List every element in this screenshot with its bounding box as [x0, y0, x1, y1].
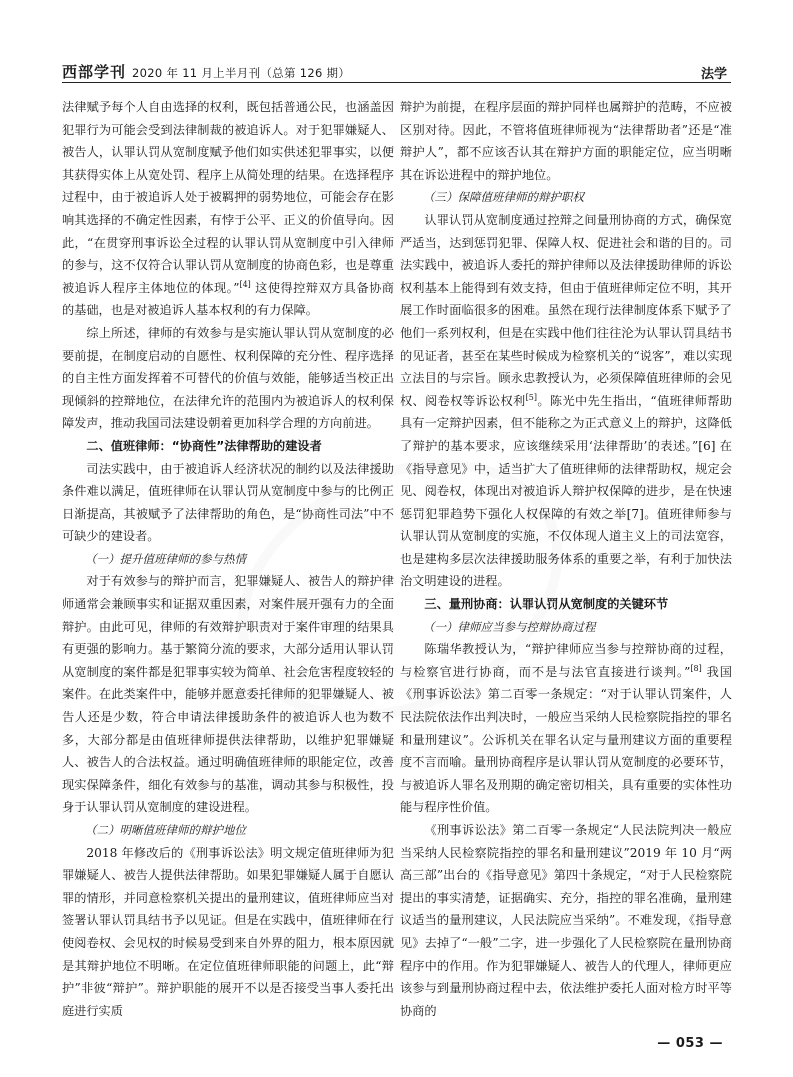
- paragraph-text: 《刑事诉讼法》第二百零一条规定“人民法院判决一般应当采纳人民检察院指控的罪名和量刑建议”2019 年 10 月“两高三部”出台的《指导意见》第四十条规定，“对于人民检察院提出的事实清楚，证据确实、充分，指控的罪名准确，量刑建议适当的量刑建议，人民法院应当采纳”。不难发现，《指导意见》去掉了“一般”二字，进一步强化了人民检察院在量刑协商程序中的作用。作为犯罪嫌疑人、被告人的代理人，律师更应该参与到量刑协商过程中去，依法维护委托人面对检方时平等协商的: [400, 823, 732, 1018]
- issue-info: 2020 年 11 月上半月刊（总第 126 期）: [132, 66, 351, 80]
- subsection-heading: [400, 186, 732, 209]
- paragraph-text: （三）保障值班律师的辩护职权: [423, 190, 584, 205]
- paragraph-text: 辩护为前提，在程序层面的辩护同样也属辩护的范畴，不应被区别对待。因此，不管将值班律师视为“法律帮助者”还是“准辩护人”，都不应该否认其在辩护方面的职能定位，应当明晰其在诉讼进程中的辩护地位。: [400, 100, 732, 182]
- page-number: — 053 —: [657, 1036, 723, 1051]
- citation-ref: [8]: [690, 663, 702, 673]
- paragraph-text: （一）律师应当参与控辩协商过程: [423, 619, 596, 634]
- body-paragraph: [400, 209, 732, 593]
- section-heading: [62, 435, 394, 458]
- paragraph-text: 三、量刑协商：认罪认罚从宽制度的关键环节: [424, 597, 669, 612]
- paragraph-text-continued: 我国《刑事诉讼法》第二百零一条规定：“对于认罪认罚案件，人民法院依法作出判决时，一般应当采纳人民检察院指控的罪名和量刑建议”。公诉机关在罪名认定与量刑建议方面的重要程度不言而喻。量刑协商程序是认罪认罚从宽制度的必要环节，与被追诉人罪名及刑期的确定密切相关，具有重要的实体性功能与程序性价值。: [400, 664, 732, 815]
- paragraph-text: 二、值班律师：“协商性”法律帮助的建设者: [86, 438, 322, 453]
- paragraph-text: 综上所述，律师的有效参与是实施认罪认罚从宽制度的必要前提，在制度启动的自愿性、权利保障的充分性、程序选择的自主性方面发挥着不可替代的价值与效能，能够适当校正出现倾斜的控辩地位，在法律允许的范围内为被追诉人的权利保障发声，推动我国司法建设朝着更加科学合理的方向前进。: [62, 325, 394, 431]
- subsection-heading: [62, 548, 394, 571]
- body-paragraph: [62, 458, 394, 548]
- journal-logo: 西部学刊: [62, 63, 127, 81]
- right-column: [400, 96, 732, 1022]
- paragraph-text: （一）提升值班律师的参与热情: [85, 551, 246, 566]
- body-paragraph: [62, 96, 394, 322]
- citation-ref: [5]: [525, 392, 537, 402]
- paragraph-text-continued: 这使得控辩双方具备协商的基础，也是对被追诉人基本权利的有力保障。: [62, 280, 394, 318]
- body-paragraph: [400, 638, 732, 819]
- paragraph-text: 陈瑞华教授认为，“辩护律师应当参与控辩协商的过程，与检察官进行协商，而不是与法官直接进行谈判。”: [400, 642, 732, 679]
- body-paragraph: [400, 819, 732, 1022]
- subsection-heading: [400, 616, 732, 639]
- body-paragraph: [62, 842, 394, 1023]
- citation-ref: [4]: [239, 279, 251, 289]
- body-paragraph: [62, 322, 394, 435]
- paragraph-text: 对于有效参与的辩护而言，犯罪嫌疑人、被告人的辩护律师通常会兼顾事实和证据双重因素，对案件展开强有力的全面辩护。由此可见，律师的有效辩护职责对于案件审理的结果具有更强的影响力。基于繁简分流的要求，大部分适用认罪认罚从宽制度的案件都是犯罪事实较为简单、社会危害程度较轻的案件。在此类案件中，能够并愿意委托律师的犯罪嫌疑人、被告人还是少数，符合申请法律援助条件的被追诉人也为数不多，大部分都是由值班律师提供法律帮助，以维护犯罪嫌疑人、被告人的合法权益。通过明确值班律师的职能定位，改善现实保障条件，细化有效参与的基准，调动其参与积极性，投身于认罪认罚从宽制度的建设进程。: [62, 574, 394, 815]
- paragraph-text: 法律赋予每个人自由选择的权利，既包括普通公民，也涵盖因犯罪行为可能会受到法律制裁的被追诉人。对于犯罪嫌疑人、被告人，认罪认罚从宽制度赋予他们如实供述犯罪事实，以便其获得实体上从宽处罚、程序上从简处理的结果。在选择程序过程中，由于被追诉人处于被羁押的弱势地位，可能会存在影响其选择的不确定性因素，有悖于公平、正义的价值导向。因此，“在贯穿刑事诉讼全过程的认罪认罚从宽制度中引入律师的参与，这不仅符合认罪认罚从宽制度的协商色彩，也是尊重被追诉人程序主体地位的体现。”: [62, 100, 394, 295]
- paragraph-text: 司法实践中，由于被追诉人经济状况的制约以及法律援助条件难以满足，值班律师在认罪认罚从宽制度中参与的比例正日渐提高，其被赋予了法律帮助的角色，是“协商性司法”中不可缺少的建设者。: [62, 461, 394, 544]
- running-header: [62, 60, 731, 83]
- section-title: 法学: [700, 67, 727, 82]
- section-heading: [400, 593, 732, 616]
- paragraph-text-continued: 。陈光中先生指出，“值班律师帮助具有一定辩护因素，但不能称之为正式意义上的辩护，这降低了辩护的基本要求，应该继续采用‘法律帮助’的表述。”[6] 在《指导意见》中，适当扩大了值班律师的法律帮助权，规定会见、阅卷权，体现出对被追诉人辩护权保障的进步，是在快速惩罚犯罪趋势下强化人权保障的有效之举[7]。值班律师参与认罪认罚从宽制度的实施，不仅体现人道主义上的司法宽容，也是建构多层次法律援助服务体系的重要之举，有利于加快法治文明建设的进程。: [400, 393, 733, 589]
- body-paragraph: [62, 570, 394, 819]
- paragraph-text: 2018 年修改后的《刑事诉讼法》明文规定值班律师为犯罪嫌疑人、被告人提供法律帮助。如果犯罪嫌疑人属于自愿认罪的情形，并同意检察机关提出的量刑建议，值班律师应当对签署认罪认罚具结书予以见证。但是在实践中，值班律师在行使阅卷权、会见权的时候易受到来自外界的阻力，根本原因就是其辩护地位不明晰。在定位值班律师职能的问题上，此“辩护”非彼“辩护”。辩护职能的展开不以是否接受当事人委托出庭进行实质: [62, 845, 394, 1018]
- left-column: [62, 96, 394, 1022]
- body-paragraph: [400, 96, 732, 186]
- paragraph-text: 认罪认罚从宽制度通过控辩之间量刑协商的方式，确保宽严适当，达到惩罚犯罪、保障人权、促进社会和谐的目的。司法实践中，被追诉人委托的辩护律师以及法律援助律师的诉讼权利基本上能得到有效支持，但由于值班律师定位不明，其开展工作时面临很多的困难。虽然在现行法律制度体系下赋予了他们一系列权利，但是在实践中他们往往沦为认罪认罚具结书的见证者，甚至在某些时候成为检察机关的“说客”，难以实现立法目的与宗旨。顾永忠教授认为，必须保障值班律师的会见权、阅卷权等诉讼权利: [400, 212, 732, 408]
- paragraph-text: （二）明晰值班律师的辩护地位: [85, 823, 246, 837]
- subsection-heading: [62, 819, 394, 842]
